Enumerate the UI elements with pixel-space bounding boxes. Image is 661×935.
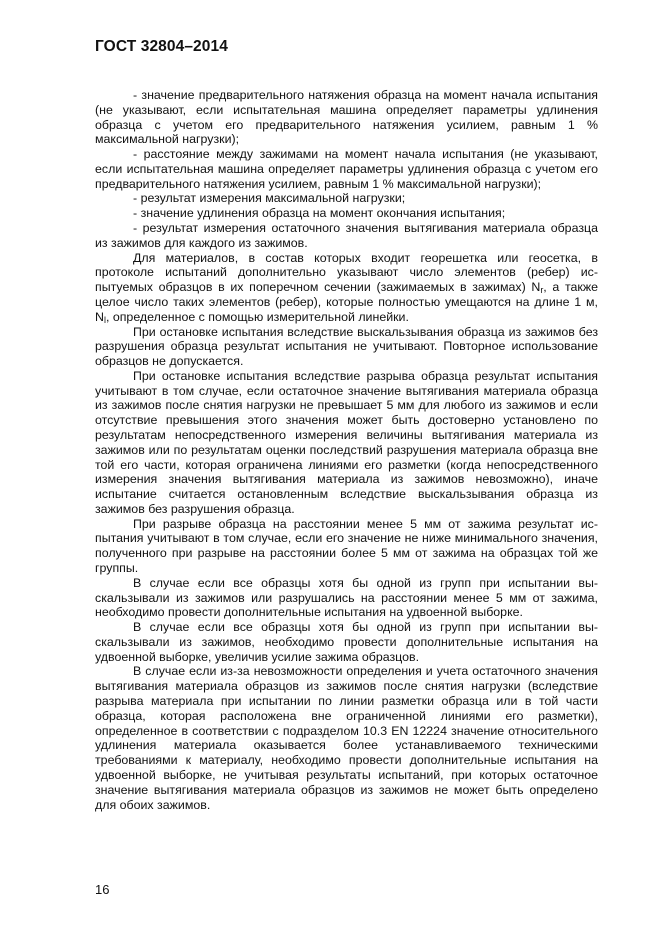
page-footer [95, 882, 109, 897]
page-number: 16 [95, 882, 110, 897]
paragraph: - значение предварительного натяжения образца на момент начала испытания (не указывают, если испытательная машина определяет параметры удлинения образца с учетом его предварительного натяжения усилием, равным 1 % максимальной нагрузки); [95, 88, 598, 147]
paragraph: В случае если все образцы хотя бы одной из групп при испытании выскальзывали из зажимов, необходимо провести дополнительные испытания на удвоенной выборке, увеличив усилие зажима образцов. [95, 620, 598, 664]
paragraph: При остановке испытания вследствие разрыва образца результат испытания учитывают в том случае, если остаточное значение вытягивания материала образца из зажимов после снятия нагрузки не превышает 5 мм для любого из зажимов и если отсутствие превышения этого значения может быть достоверно установлено по результатам непосредственного измерения величины вытягивания материала из зажимов или по результатам оценки последствий разрушения материала образца вне той его части, которая ограничена линиями его разметки (когда непосредственного измерения значения вытягивания материала из зажимов невозможно), иначе испытание считается остановленным вследствие выскальзывания образца из зажимов без разрушения образца. [95, 368, 598, 516]
paragraph: При остановке испытания вследствие выскальзывания образца из зажимов без разрушения образца результат испытания не учитывают. Повторное использование образцов не допускается. [95, 324, 598, 369]
paragraph: - расстояние между зажимами на момент начала испытания (не указывают, если испытательная машина определяет параметры удлинения образца с учетом его предварительного натяжения усилием, равным 1 % максимальной нагрузки); [95, 147, 598, 191]
paragraph: - значение удлинения образца на момент окончания испытания; [133, 206, 506, 221]
paragraph: В случае если из-за невозможности определения и учета остаточного значения вытягивания материала образцов из зажимов после снятия нагрузки (вследствие разрыва материала при испытании по линии разметки образца или в той части образца, которая расположена вне ограниченной линиями его разметки), определенное в соответствии с подразделом 10.3 EN 12224 значение относительного удлинения материала оказывается более устанавливаемого техническими требованиями к материалу, необходимо провести дополнительные испытания на удвоенной выборке, не учитывая результаты испытаний, при которых остаточное значение вытягивания материала образцов из зажимов не может быть определено для обоих зажимов. [95, 664, 598, 812]
paragraph: При разрыве образца на расстоянии менее 5 мм от зажима результат испытания учитывают в том случае, если его значение не ниже минимального значения, полученного при разрыве на расстоянии более 5 мм от зажима на образцах той же группы. [95, 516, 598, 575]
document-header [95, 38, 228, 56]
document-body [95, 88, 598, 812]
text-span: Для материалов, в состав которых входит георешетка или геосетка, в протоколе испытаний дополнительно указывают число элементов (ребер) испытуемых образцов в их поперечном сечении (зажимаемых в зажимах) N [95, 250, 598, 295]
paragraph: - результат измерения максимальной нагрузки; [133, 191, 406, 206]
text-span: , а также целое число таких элементов (ребер), которые полностью умещаются на длине 1 м, N [95, 280, 598, 324]
paragraph: В случае если все образцы хотя бы одной из групп при испытании выскальзывали из зажимов или разрушались на расстоянии менее 5 мм от зажима, необходимо провести дополнительные испытания на удвоенной выборке. [95, 575, 598, 620]
subscript: r [540, 285, 544, 296]
subscript: l [103, 314, 106, 325]
standard-title: ГОСТ 32804–2014 [95, 38, 228, 55]
text-span: , определенное с помощью измерительной линейки. [105, 309, 409, 324]
paragraph: - результат измерения остаточного значения вытягивания материала образца из зажимов для каждого из зажимов. [95, 221, 598, 250]
paragraph [95, 251, 598, 325]
